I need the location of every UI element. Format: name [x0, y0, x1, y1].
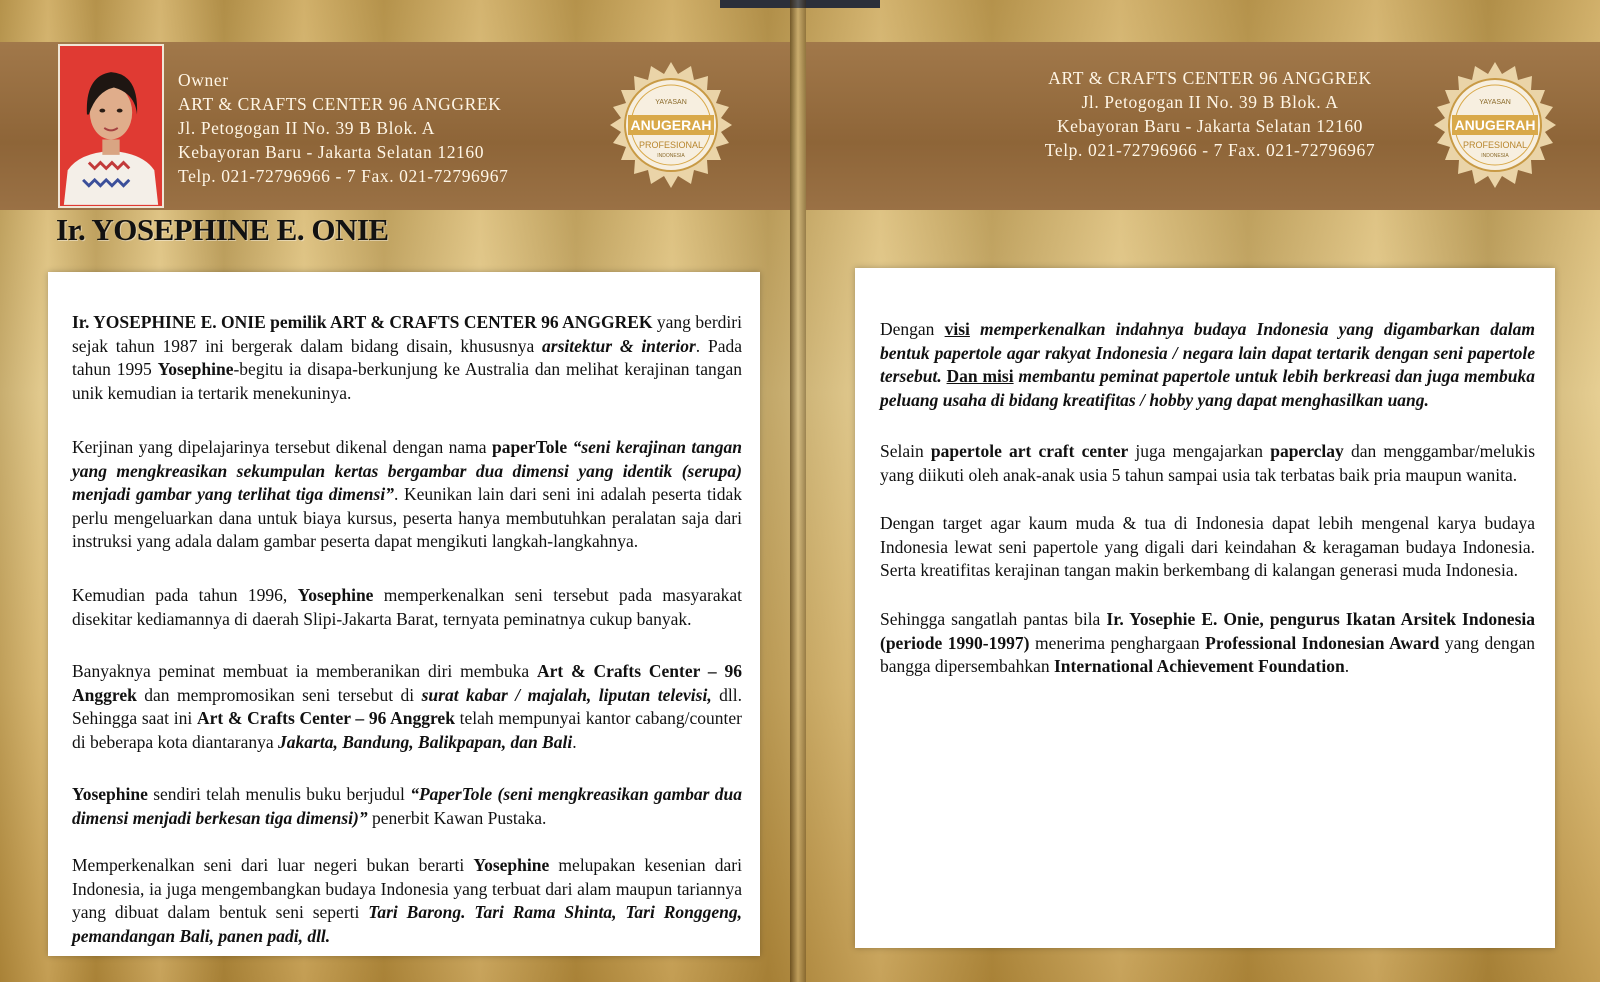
text-run: paperTole: [491, 437, 568, 457]
text-run: International Achievement Foundation: [1053, 656, 1345, 676]
text-run: Ir. Yosephie E. Onie, pengurus Ikatan Arsitek Indonesia (periode 1990-1997): [880, 609, 1535, 653]
text-run: visi: [944, 319, 970, 339]
text-run: surat kabar / majalah, liputan televisi,: [421, 684, 712, 705]
text-run: . Pada tahun 1995: [72, 335, 742, 379]
right-paragraph-4: [880, 608, 1535, 679]
address-line-1: Jl. Petogogan II No. 39 B Blok. A: [178, 118, 436, 138]
text-run: Sehingga sangatlah pantas bila: [880, 609, 1107, 629]
text-run: Yosephine: [157, 359, 234, 379]
text-run: papertole art craft center: [930, 441, 1129, 461]
text-run: Dan misi: [946, 366, 1014, 386]
address-line-1: Jl. Petogogan II No. 39 B Blok. A: [1081, 92, 1339, 112]
phone-fax: Telp. 021-72796966 - 7 Fax. 021-72796967: [1044, 140, 1376, 160]
book-spine: [790, 0, 806, 982]
owner-label: Owner: [178, 70, 229, 90]
text-run: .: [572, 731, 577, 752]
phone-fax: Telp. 021-72796966 - 7 Fax. 021-72796967: [178, 166, 509, 186]
text-run: sendiri telah menulis buku berjudul: [147, 784, 411, 804]
text-run: melupakan kesenian dari Indonesia, ia juga mengembangkan budaya Indonesia yang terbuat dari alam maupun tariannya yang dibuat dalam bentuk seni seperti: [72, 855, 742, 922]
page-title: Ir. YOSEPHINE E. ONIE: [56, 212, 389, 247]
text-run: Dengan: [880, 319, 945, 339]
right-paragraph-2: [880, 440, 1535, 487]
portrait-image: [60, 46, 162, 206]
seal-top-text: YAYASAN: [1479, 99, 1511, 106]
text-run: “seni kerajinan tangan yang mengkreasikan sekumpulan kertas bergambar dua dimensi yang identik (serupa) menjadi gambar yang terlihat tiga dimensi”: [72, 437, 742, 504]
seal-main-text: ANUGERAH: [1454, 117, 1536, 133]
anugerah-seal-icon: [1430, 60, 1560, 190]
text-run: -begitu ia disapa-berkunjung ke Australia dan melihat kerajinan tangan unik kemudian ia tertarik menekuninya.: [72, 359, 742, 403]
text-run: Kemudian pada tahun 1996,: [72, 585, 298, 605]
text-run: Art & Crafts Center – 96 Anggrek: [72, 661, 742, 705]
text-run: Tari Barong. Tari Rama Shinta, Tari Ronggeng, pemandangan Bali, panen padi, dll.: [72, 902, 743, 946]
text-run: memperkenalkan seni tersebut pada masyarakat disekitar kediamannya di daerah Slipi-Jakarta Barat, ternyata peminatnya cukup banyak.: [72, 585, 743, 629]
seal-top-text: YAYASAN: [655, 99, 687, 106]
left-paragraph-3: [72, 584, 742, 631]
left-paragraph-1: [72, 311, 742, 405]
text-run: Art & Crafts Center – 96 Anggrek: [196, 708, 455, 728]
text-run: Yosephine: [297, 585, 374, 605]
anugerah-seal-icon: [606, 60, 736, 190]
text-run: dll. Sehingga saat ini: [72, 684, 743, 728]
company-name: ART & CRAFTS CENTER 96 ANGGREK: [1048, 68, 1372, 88]
header-info-right: [1030, 66, 1390, 162]
text-run: Yosephine: [72, 784, 148, 804]
address-line-2: Kebayoran Baru - Jakarta Selatan 12160: [178, 142, 485, 162]
text-run: dan menggambar/melukis yang diikuti oleh anak-anak usia 5 tahun sampai usia tak terbatas baik pria maupun wanita.: [880, 441, 1535, 485]
right-paragraph-3: [880, 512, 1535, 583]
text-run: Jakarta, Bandung, Balikpapan, dan Bali: [278, 731, 573, 752]
text-run: Memperkenalkan seni dari luar negeri bukan berarti: [72, 855, 474, 875]
text-run: “PaperTole (seni mengkreasikan gambar dua dimensi menjadi berkesan tiga dimensi)”: [72, 784, 742, 828]
company-name: ART & CRAFTS CENTER 96 ANGGREK: [178, 94, 502, 114]
text-run: telah mempunyai kantor cabang/counter di beberapa kota diantaranya: [72, 708, 742, 752]
text-run: juga mengajarkan: [1128, 441, 1271, 461]
text-run: Ir. YOSEPHINE E. ONIE pemilik ART & CRAFTS CENTER 96 ANGGREK: [72, 312, 653, 332]
header-info-left: [178, 68, 508, 188]
text-run: .: [1344, 656, 1350, 676]
text-run: Professional Indonesian Award: [1205, 632, 1440, 653]
text-run: penerbit Kawan Pustaka.: [367, 807, 547, 828]
left-paragraph-6: [72, 854, 742, 948]
owner-portrait: [58, 44, 164, 208]
text-run: Dengan target agar kaum muda & tua di Indonesia dapat lebih mengenal karya budaya Indonesia lewat seni papertole yang digali dari keindahan & keragaman budaya Indonesia. Serta kreatifitas kerajinan tangan makin berkembang di kalangan generasi muda Indonesia.: [880, 513, 1535, 580]
right-paragraph-1: [880, 318, 1535, 412]
text-run: . Keunikan lain dari seni ini adalah peserta tidak perlu mengeluarkan dana untuk biaya kursus, peserta hanya membutuhkan peralatan saja dari instruksi yang adala dalam gambar peserta dapat mengikuti langkah-langkahnya.: [72, 484, 743, 551]
seal-sub-text: PROFESIONAL: [638, 140, 704, 150]
text-run: memperkenalkan indahnya budaya Indonesia yang digambarkan dalam bentuk papertole agar rakyat Indonesia / negara lain dapat tertarik dengan seni papertole tersebut.: [880, 319, 1535, 386]
address-line-2: Kebayoran Baru - Jakarta Selatan 12160: [1056, 116, 1364, 136]
seal-main-text: ANUGERAH: [630, 117, 712, 133]
text-run: yang dengan bangga dipersembahkan: [880, 632, 1535, 676]
seal-sub-text: PROFESIONAL: [1462, 140, 1528, 150]
left-paragraph-2: [72, 436, 742, 554]
text-run: yang berdiri sejak tahun 1987 ini bergerak dalam bidang disain, khususnya: [72, 312, 742, 356]
text-run: paperclay: [1270, 441, 1344, 461]
left-paragraph-4: [72, 660, 742, 754]
text-run: Banyaknya peminat membuat ia memberanikan diri membuka: [72, 661, 537, 681]
seal-bottom-text: INDONESIA: [1481, 153, 1509, 159]
text-run: menerima penghargaan: [1029, 632, 1206, 653]
text-run: arsitektur & interior: [542, 335, 696, 356]
text-run: membantu peminat papertole untuk lebih berkreasi dan juga membuka peluang usaha di bidang kreatifitas / hobby yang dapat menghasilkan uang.: [880, 366, 1536, 410]
left-paragraph-5: [72, 783, 742, 830]
seal-bottom-text: INDONESIA: [657, 153, 685, 159]
text-run: Selain: [880, 441, 931, 461]
text-run: Kerjinan yang dipelajarinya tersebut dikenal dengan nama: [72, 437, 492, 457]
text-run: dan mempromosikan seni tersebut di: [136, 684, 422, 705]
text-run: Yosephine: [473, 855, 550, 875]
